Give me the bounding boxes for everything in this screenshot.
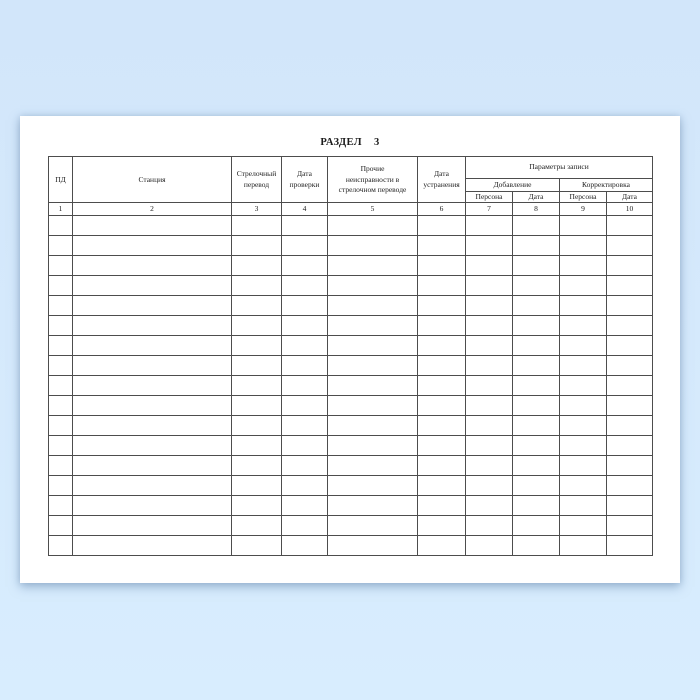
table-row (49, 356, 653, 376)
table-row (49, 376, 653, 396)
empty-cell (466, 516, 513, 536)
header-row-1 (49, 157, 653, 179)
column-number: 3 (232, 203, 282, 216)
empty-cell (328, 276, 418, 296)
empty-cell (607, 356, 653, 376)
empty-cell (328, 296, 418, 316)
column-number: 7 (466, 203, 513, 216)
empty-cell (418, 236, 466, 256)
empty-cell (418, 496, 466, 516)
empty-cell (328, 336, 418, 356)
empty-cell (282, 376, 328, 396)
empty-cell (232, 516, 282, 536)
empty-cell (328, 316, 418, 336)
table-row (49, 236, 653, 256)
empty-cell (49, 296, 73, 316)
table-row (49, 396, 653, 416)
table-row (49, 276, 653, 296)
empty-cell (49, 476, 73, 496)
empty-cell (49, 516, 73, 536)
empty-cell (607, 436, 653, 456)
empty-cell (418, 476, 466, 496)
col-header-station: Станция (73, 157, 232, 203)
empty-cell (49, 276, 73, 296)
empty-cell (466, 276, 513, 296)
empty-cell (607, 296, 653, 316)
table-header (49, 157, 653, 216)
col-header-switch-turnout: Стрелочный перевод (232, 157, 282, 203)
empty-cell (513, 356, 560, 376)
col-header-addition-date: Дата (513, 192, 560, 203)
empty-cell (232, 296, 282, 316)
empty-cell (49, 456, 73, 476)
col-header-correction: Корректировка (560, 179, 653, 192)
empty-cell (282, 416, 328, 436)
col-header-record-params: Параметры записи (466, 157, 653, 179)
empty-cell (466, 336, 513, 356)
empty-cell (49, 216, 73, 236)
empty-cell (466, 476, 513, 496)
empty-cell (560, 276, 607, 296)
empty-cell (418, 216, 466, 236)
empty-cell (513, 256, 560, 276)
empty-cell (232, 256, 282, 276)
empty-cell (282, 236, 328, 256)
empty-cell (49, 316, 73, 336)
col-header-addition: Добавление (466, 179, 560, 192)
column-number: 1 (49, 203, 73, 216)
empty-cell (466, 216, 513, 236)
empty-cell (73, 236, 232, 256)
empty-cell (513, 316, 560, 336)
empty-cell (607, 316, 653, 336)
column-number: 6 (418, 203, 466, 216)
empty-cell (49, 236, 73, 256)
empty-cell (232, 416, 282, 436)
empty-cell (466, 236, 513, 256)
empty-cell (466, 456, 513, 476)
empty-cell (282, 476, 328, 496)
empty-cell (73, 376, 232, 396)
empty-cell (466, 356, 513, 376)
empty-cell (73, 436, 232, 456)
col-header-pd: ПД (49, 157, 73, 203)
empty-cell (466, 536, 513, 556)
empty-cell (607, 376, 653, 396)
empty-cell (418, 276, 466, 296)
empty-cell (513, 496, 560, 516)
empty-cell (513, 456, 560, 476)
empty-cell (328, 516, 418, 536)
column-number: 5 (328, 203, 418, 216)
empty-cell (418, 536, 466, 556)
table-row (49, 476, 653, 496)
empty-cell (513, 276, 560, 296)
column-number: 9 (560, 203, 607, 216)
empty-cell (73, 316, 232, 336)
empty-cell (282, 456, 328, 476)
empty-cell (328, 436, 418, 456)
empty-cell (282, 536, 328, 556)
empty-cell (73, 496, 232, 516)
empty-cell (560, 256, 607, 276)
empty-cell (73, 516, 232, 536)
empty-cell (282, 316, 328, 336)
empty-cell (418, 296, 466, 316)
column-numbers-row (49, 203, 653, 216)
empty-cell (418, 396, 466, 416)
empty-cell (513, 236, 560, 256)
empty-cell (466, 296, 513, 316)
empty-cell (418, 456, 466, 476)
empty-cell (232, 456, 282, 476)
empty-cell (560, 516, 607, 536)
empty-cell (73, 296, 232, 316)
empty-cell (232, 476, 282, 496)
empty-cell (607, 256, 653, 276)
empty-cell (328, 416, 418, 436)
empty-cell (418, 436, 466, 456)
empty-cell (607, 396, 653, 416)
empty-cell (466, 256, 513, 276)
empty-cell (328, 536, 418, 556)
empty-cell (560, 416, 607, 436)
empty-cell (560, 476, 607, 496)
empty-cell (328, 356, 418, 376)
empty-cell (418, 356, 466, 376)
empty-cell (282, 516, 328, 536)
document-page (20, 116, 680, 583)
empty-cell (560, 536, 607, 556)
col-header-elimination-date: Дата устранения (418, 157, 466, 203)
empty-cell (418, 516, 466, 536)
empty-cell (418, 376, 466, 396)
empty-cell (232, 396, 282, 416)
empty-cell (49, 396, 73, 416)
column-number: 4 (282, 203, 328, 216)
empty-cell (232, 376, 282, 396)
empty-cell (560, 336, 607, 356)
empty-cell (232, 336, 282, 356)
empty-cell (282, 396, 328, 416)
empty-cell (560, 296, 607, 316)
col-header-check-date: Дата проверки (282, 157, 328, 203)
empty-cell (73, 456, 232, 476)
empty-cell (466, 396, 513, 416)
empty-cell (560, 216, 607, 236)
empty-cell (232, 356, 282, 376)
empty-cell (282, 496, 328, 516)
empty-cell (73, 476, 232, 496)
column-number: 10 (607, 203, 653, 216)
empty-cell (232, 436, 282, 456)
empty-cell (466, 416, 513, 436)
empty-cell (607, 236, 653, 256)
empty-cell (513, 376, 560, 396)
empty-cell (560, 456, 607, 476)
empty-cell (282, 296, 328, 316)
empty-cell (73, 276, 232, 296)
empty-cell (49, 356, 73, 376)
empty-cell (73, 356, 232, 376)
empty-cell (513, 296, 560, 316)
empty-cell (49, 336, 73, 356)
empty-cell (328, 376, 418, 396)
empty-cell (560, 236, 607, 256)
col-header-correction-person: Персона (560, 192, 607, 203)
empty-cell (607, 276, 653, 296)
empty-cell (607, 536, 653, 556)
empty-cell (232, 536, 282, 556)
table-row (49, 256, 653, 276)
empty-cell (513, 436, 560, 456)
table-row (49, 296, 653, 316)
table-body (49, 216, 653, 556)
empty-cell (328, 236, 418, 256)
empty-cell (73, 536, 232, 556)
table-row (49, 456, 653, 476)
empty-cell (560, 496, 607, 516)
section-table (48, 156, 653, 556)
section-title: РАЗДЕЛ 3 (320, 137, 380, 148)
empty-cell (560, 356, 607, 376)
empty-cell (49, 536, 73, 556)
empty-cell (282, 256, 328, 276)
empty-cell (49, 436, 73, 456)
empty-cell (232, 236, 282, 256)
empty-cell (73, 396, 232, 416)
empty-cell (49, 416, 73, 436)
empty-cell (418, 256, 466, 276)
empty-cell (328, 216, 418, 236)
empty-cell (418, 336, 466, 356)
empty-cell (607, 516, 653, 536)
empty-cell (282, 336, 328, 356)
empty-cell (232, 316, 282, 336)
empty-cell (513, 536, 560, 556)
empty-cell (73, 416, 232, 436)
empty-cell (232, 216, 282, 236)
empty-cell (73, 256, 232, 276)
empty-cell (232, 496, 282, 516)
empty-cell (232, 276, 282, 296)
empty-cell (607, 496, 653, 516)
empty-cell (328, 396, 418, 416)
empty-cell (607, 476, 653, 496)
col-header-addition-person: Персона (466, 192, 513, 203)
col-header-other-faults: Прочие неисправности в стрелочном переводе (328, 157, 418, 203)
empty-cell (49, 376, 73, 396)
empty-cell (513, 476, 560, 496)
empty-cell (560, 436, 607, 456)
empty-cell (560, 396, 607, 416)
table-row (49, 316, 653, 336)
empty-cell (513, 216, 560, 236)
empty-cell (282, 356, 328, 376)
empty-cell (466, 376, 513, 396)
empty-cell (560, 316, 607, 336)
empty-cell (607, 456, 653, 476)
empty-cell (560, 376, 607, 396)
empty-cell (466, 496, 513, 516)
column-number: 8 (513, 203, 560, 216)
empty-cell (328, 496, 418, 516)
empty-cell (49, 496, 73, 516)
empty-cell (466, 316, 513, 336)
empty-cell (607, 416, 653, 436)
empty-cell (328, 456, 418, 476)
table-row (49, 436, 653, 456)
empty-cell (466, 436, 513, 456)
table-row (49, 536, 653, 556)
empty-cell (328, 476, 418, 496)
empty-cell (73, 216, 232, 236)
empty-cell (49, 256, 73, 276)
empty-cell (513, 416, 560, 436)
column-number: 2 (73, 203, 232, 216)
empty-cell (328, 256, 418, 276)
empty-cell (607, 216, 653, 236)
empty-cell (282, 436, 328, 456)
empty-cell (513, 516, 560, 536)
table-row (49, 336, 653, 356)
empty-cell (73, 336, 232, 356)
table-row (49, 516, 653, 536)
table-row (49, 496, 653, 516)
empty-cell (282, 276, 328, 296)
empty-cell (282, 216, 328, 236)
empty-cell (418, 316, 466, 336)
empty-cell (513, 396, 560, 416)
col-header-correction-date: Дата (607, 192, 653, 203)
table-row (49, 416, 653, 436)
empty-cell (607, 336, 653, 356)
empty-cell (418, 416, 466, 436)
table-row (49, 216, 653, 236)
empty-cell (513, 336, 560, 356)
